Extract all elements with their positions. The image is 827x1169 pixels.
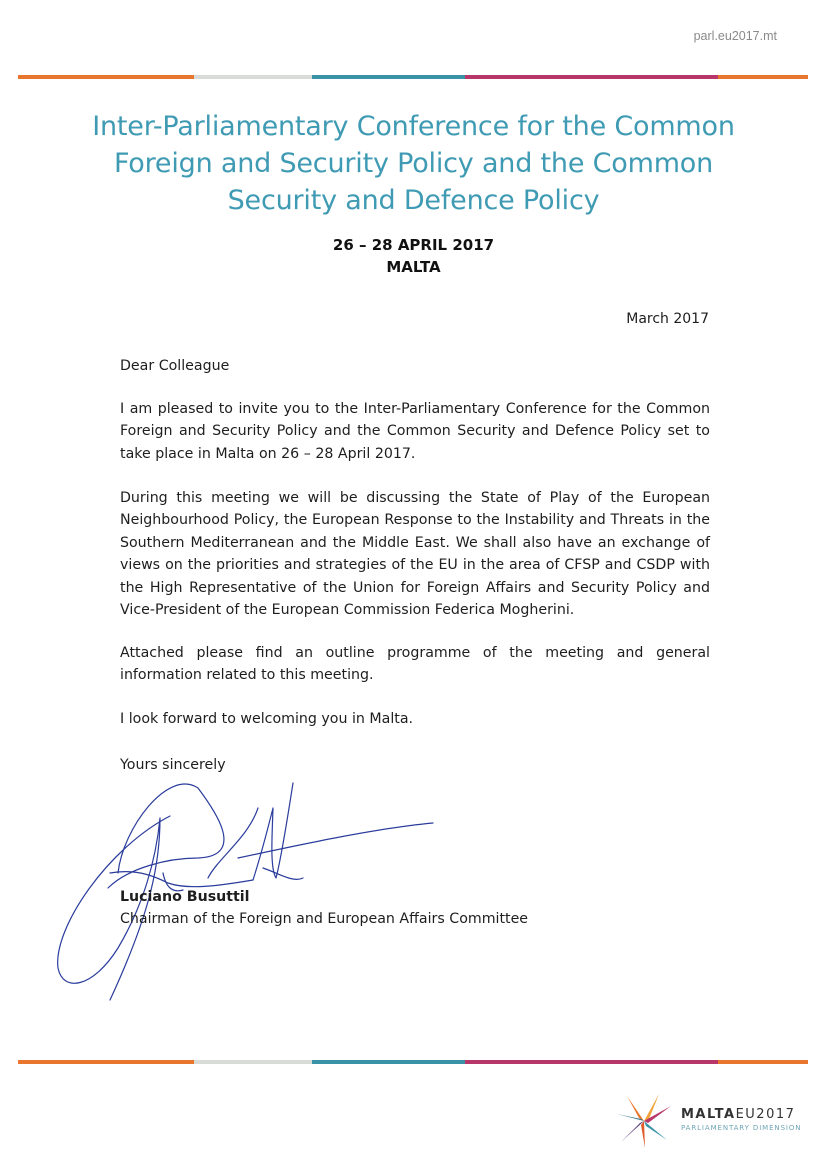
malta-star-icon — [615, 1092, 673, 1150]
conference-dates: 26 – 28 APRIL 2017 — [332, 236, 495, 254]
signatory-role: Chairman of the Foreign and European Affairs Committee — [120, 911, 529, 927]
paragraph-agenda: During this meeting we will be discussing the State of Play of the European Neighbourhood Policy, the European Response to the Instability and Threats in the Southern Mediterranean and the Middle East. We shall also have an exchange of views on the priorities and strategies of the EU in the area of CFSP and CSDP with the High Representative of the Union for Foreign Affairs and Security Policy and Vice-President of the European Commission Federica Mogherini. — [120, 490, 710, 619]
conference-place: MALTA — [386, 258, 441, 276]
paragraph-invitation: I am pleased to invite you to the Inter-Parliamentary Conference for the Common Foreign and Security Policy and the Common Security and Defence Policy set to take place in Malta on 26 – 28 April 2017. — [120, 401, 710, 462]
paragraph-attachment: Attached please find an outline programme of the meeting and general information related to this meeting. — [120, 645, 710, 684]
closing: Yours sincerely — [120, 757, 226, 773]
letter-date: March 2017 — [626, 311, 709, 327]
header-url: parl.eu2017.mt — [693, 29, 777, 43]
bottom-color-band — [18, 1060, 808, 1064]
malta-eu2017-logo — [615, 1092, 805, 1150]
top-color-band — [18, 75, 808, 79]
logo-wordmark: MALTAEU2017 — [681, 1107, 796, 1122]
signatory-name: Luciano Busuttil — [120, 889, 250, 905]
conference-title: Inter-Parliamentary Conference for the Common Foreign and Security Policy and the Common Security and Defence Policy — [92, 111, 735, 216]
salutation: Dear Colleague — [120, 358, 230, 374]
paragraph-welcome: I look forward to welcoming you in Malta. — [120, 711, 414, 727]
logo-subtitle: PARLIAMENTARY DIMENSION — [681, 1124, 802, 1132]
